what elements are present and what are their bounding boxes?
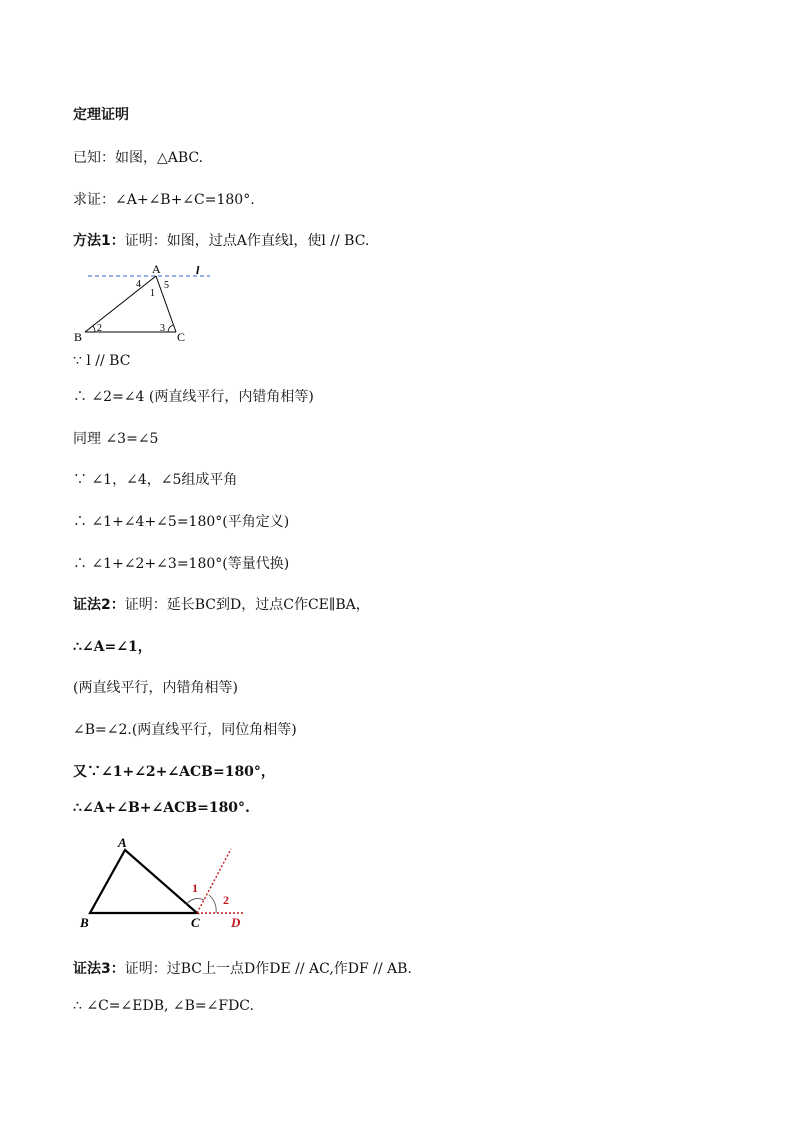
- side-ab: [85, 276, 156, 332]
- label-vertex-b: B: [80, 915, 89, 930]
- method2-header: [73, 596, 370, 614]
- method1-header: [73, 232, 369, 250]
- method2-step: (两直线平行，内错角相等): [73, 680, 238, 696]
- label-vertex-a: A: [118, 835, 127, 850]
- label-angle-5: 5: [164, 280, 169, 291]
- prove-statement: 求证：∠A+∠B+∠C=180°.: [73, 192, 255, 208]
- angle-arc-2: [209, 895, 216, 913]
- method1-step: ∵ ∠1，∠4，∠5组成平角: [73, 472, 238, 488]
- method3-step: ∴ ∠C=∠EDB, ∠B=∠FDC.: [73, 998, 254, 1014]
- triangle-abc: [90, 850, 197, 913]
- method2-text: 证明：延长BC到D，过点C作CE∥BA，: [124, 597, 370, 613]
- label-angle-2: 2: [97, 323, 102, 334]
- label-angle-1: 1: [150, 288, 155, 299]
- method1-text: 证明：如图，过点A作直线l，使l // BC.: [124, 233, 370, 249]
- label-angle-2: 2: [223, 893, 229, 907]
- label-angle-4: 4: [136, 279, 141, 290]
- label-angle-3: 3: [160, 323, 165, 334]
- label-vertex-b: B: [74, 330, 83, 344]
- method2-label: 证法2：: [73, 597, 125, 613]
- angle-arc-2: [93, 326, 95, 332]
- label-point-d: D: [231, 915, 241, 930]
- method2-step: 又∵∠1+∠2+∠ACB=180°，: [73, 764, 275, 780]
- method1-label: 方法1：: [73, 233, 125, 249]
- figure-method1: [70, 258, 220, 348]
- method3-label: 证法3：: [73, 961, 125, 977]
- label-vertex-c: C: [177, 330, 186, 344]
- label-angle-1: 1: [192, 881, 198, 895]
- method1-step: ∴ ∠1+∠4+∠5=180°(平角定义): [73, 514, 290, 530]
- method2-step: ∠B=∠2.(两直线平行，同位角相等): [73, 722, 297, 738]
- figure-method2: [70, 835, 260, 935]
- method1-step: ∵ l // BC: [73, 353, 131, 369]
- given-statement: 已知：如图，△ABC.: [73, 150, 204, 166]
- method1-step: 同理 ∠3=∠5: [73, 431, 159, 447]
- label-line-l: l: [196, 263, 200, 277]
- method1-step: ∴ ∠2=∠4 (两直线平行，内错角相等): [73, 389, 314, 405]
- method2-step: ∴∠A=∠1，: [73, 639, 152, 655]
- angle-arc-3: [168, 325, 173, 332]
- method1-step: ∴ ∠1+∠2+∠3=180°(等量代换): [73, 556, 290, 572]
- method3-text: 证明：过BC上一点D作DE // AC,作DF // AB.: [124, 961, 412, 977]
- method2-step: ∴∠A+∠B+∠ACB=180°.: [73, 800, 250, 816]
- label-vertex-a: A: [152, 262, 161, 276]
- label-vertex-c: C: [191, 915, 200, 930]
- page-title: 定理证明: [73, 107, 129, 123]
- method3-header: [73, 960, 412, 978]
